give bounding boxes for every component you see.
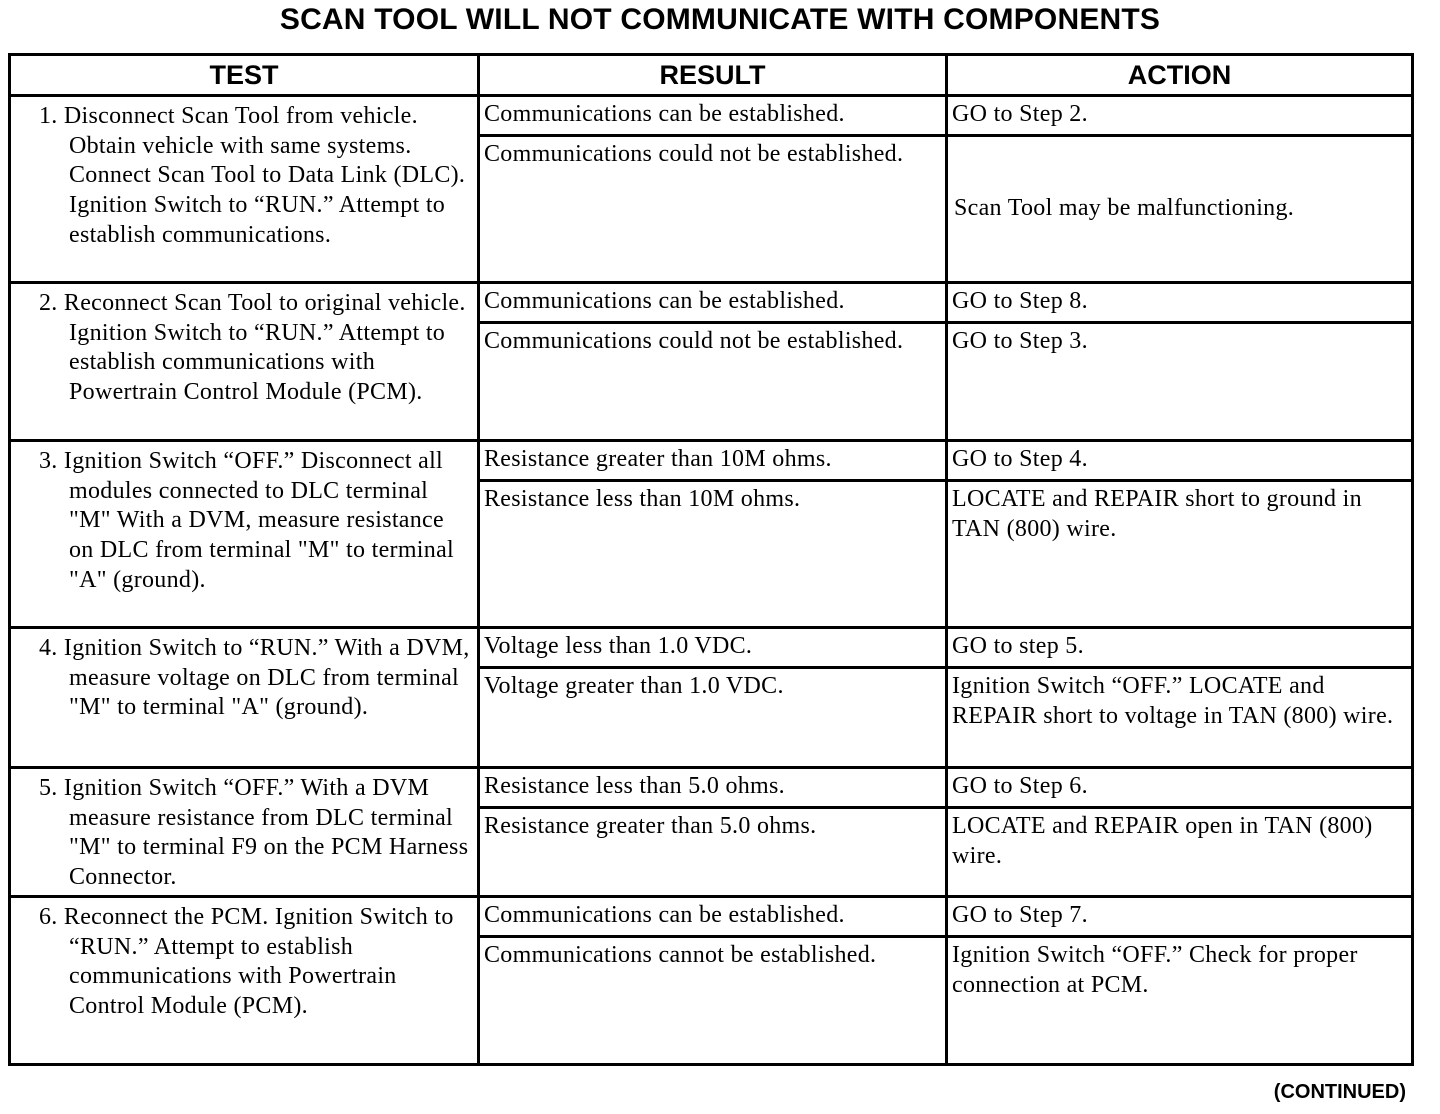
step-1-test: 1. Disconnect Scan Tool from vehicle. Obtain vehicle with same systems. Connect Scan Tool to Data Link (DLC). Ignition Switch to “RUN.” Attempt to establish communications. [11, 97, 480, 284]
column-header-result: RESULT [480, 56, 948, 97]
step-1-action-1: GO to Step 2. [948, 97, 1411, 137]
step-3-action-2: LOCATE and REPAIR short to ground in TAN (800) wire. [948, 482, 1411, 629]
step-2-action-2: GO to Step 3. [948, 324, 1411, 442]
step-6-result-1: Communications can be established. [480, 898, 948, 938]
step-3-action-1: GO to Step 4. [948, 442, 1411, 482]
step-5-action-1: GO to Step 6. [948, 769, 1411, 809]
step-2-result-1: Communications can be established. [480, 284, 948, 324]
step-4-result-1: Voltage less than 1.0 VDC. [480, 629, 948, 669]
step-6-result-2: Communications cannot be established. [480, 938, 948, 1063]
step-1-action-2: Scan Tool may be malfunctioning. [948, 137, 1411, 284]
step-1-result-1: Communications can be established. [480, 97, 948, 137]
step-1-result-2: Communications could not be established. [480, 137, 948, 284]
continued-note: (CONTINUED) [1273, 1081, 1406, 1103]
step-2-result-2: Communications could not be established. [480, 324, 948, 442]
column-header-action: ACTION [948, 56, 1411, 97]
step-6-action-2: Ignition Switch “OFF.” Check for proper connection at PCM. [952, 942, 1358, 998]
step-4-action-1: GO to step 5. [948, 629, 1411, 669]
step-3-test: 3. Ignition Switch “OFF.” Disconnect all modules connected to DLC terminal "M" With a DVM, measure resistance on DLC from terminal "M" to terminal "A" (ground). [11, 442, 480, 629]
diagnostic-table [8, 53, 1414, 1066]
step-3-result-1: Resistance greater than 10M ohms. [480, 442, 948, 482]
column-header-test: TEST [11, 56, 480, 97]
step-3-result-2: Resistance less than 10M ohms. [480, 482, 948, 629]
step-4-test: 4. Ignition Switch to “RUN.” With a DVM, measure voltage on DLC from terminal "M" to terminal "A" (ground). [11, 629, 480, 769]
step-5-action-2: LOCATE and REPAIR open in TAN (800) wire. [948, 809, 1411, 898]
step-5-test: 5. Ignition Switch “OFF.” With a DVM measure resistance from DLC terminal "M" to terminal F9 on the PCM Harness Connector. [11, 769, 480, 898]
step-5-result-2: Resistance greater than 5.0 ohms. [480, 809, 948, 898]
step-6-action-1: GO to Step 7. [948, 898, 1411, 938]
step-6-test: 6. Reconnect the PCM. Ignition Switch to “RUN.” Attempt to establish communications with Powertrain Control Module (PCM). [11, 898, 480, 1063]
page-title: SCAN TOOL WILL NOT COMMUNICATE WITH COMPONENTS [279, 3, 1161, 36]
step-4-result-2: Voltage greater than 1.0 VDC. [480, 669, 948, 769]
step-2-test: 2. Reconnect Scan Tool to original vehicle. Ignition Switch to “RUN.” Attempt to establish communications with Powertrain Control Module (PCM). [11, 284, 480, 442]
step-5-result-1: Resistance less than 5.0 ohms. [480, 769, 948, 809]
step-2-action-1: GO to Step 8. [948, 284, 1411, 324]
step-4-action-2: Ignition Switch “OFF.” LOCATE and REPAIR short to voltage in TAN (800) wire. [948, 669, 1411, 769]
